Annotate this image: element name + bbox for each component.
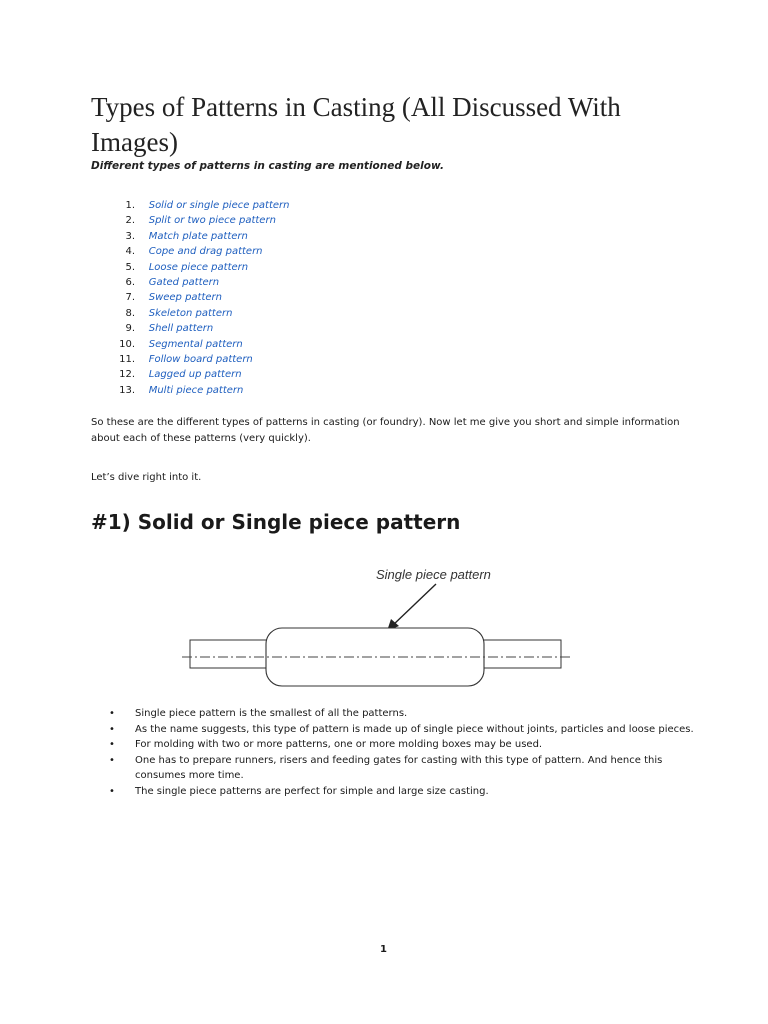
list-item: [91, 321, 289, 336]
list-item: [91, 229, 289, 244]
document-subtitle: Different types of patterns in casting are mentioned below.: [91, 160, 444, 172]
list-item: [91, 244, 289, 259]
list-number: 4.: [125, 246, 135, 258]
list-item: [91, 198, 289, 213]
bullet-text: For molding with two or more patterns, one or more molding boxes may be used.: [135, 739, 543, 750]
pattern-diagram: [178, 560, 578, 690]
toc-link[interactable]: Solid or single piece pattern: [148, 200, 290, 211]
section-heading: #1) Solid or Single piece pattern: [91, 510, 461, 534]
list-number: 5.: [125, 261, 135, 273]
bullet-text: Single piece pattern is the smallest of all the patterns.: [135, 708, 408, 719]
pattern-type-list: [91, 198, 289, 398]
list-number: 2.: [125, 215, 135, 227]
arrow-line: [392, 584, 436, 626]
toc-link[interactable]: Lagged up pattern: [148, 369, 242, 381]
right-shaft: [483, 640, 561, 668]
list-item: [109, 753, 699, 784]
toc-link[interactable]: Follow board pattern: [148, 353, 253, 365]
bullet-text: The single piece patterns are perfect for simple and large size casting.: [135, 785, 489, 797]
list-item: [109, 706, 699, 722]
bullet-text: As the name suggests, this type of pattern is made up of single piece without joints, particles and loose pieces.: [135, 723, 694, 735]
toc-link[interactable]: Shell pattern: [148, 323, 214, 335]
list-number: 8.: [125, 307, 135, 319]
list-item: [109, 722, 699, 738]
list-number: 7.: [125, 292, 135, 304]
bullet-icon: •: [109, 754, 115, 766]
bullet-icon: •: [109, 723, 115, 735]
toc-link[interactable]: Gated pattern: [148, 276, 220, 288]
list-item: [91, 306, 289, 321]
bullet-list: [109, 706, 699, 799]
single-piece-pattern-figure: [178, 560, 578, 690]
left-shaft: [190, 640, 268, 668]
bullet-text: One has to prepare runners, risers and feeding gates for casting with this type of pattern. And hence this consumes more time.: [135, 754, 663, 781]
toc-link[interactable]: Segmental pattern: [148, 338, 243, 350]
list-item: [91, 290, 289, 305]
list-number: 3.: [125, 230, 135, 242]
toc-link[interactable]: Sweep pattern: [148, 292, 222, 304]
toc-link[interactable]: Loose piece pattern: [148, 261, 249, 273]
list-item: [91, 213, 289, 228]
list-number: 10.: [119, 338, 135, 350]
list-item: [91, 337, 289, 352]
page-number: 1: [380, 944, 387, 955]
document-title: Types of Patterns in Casting (All Discussed With Images): [91, 92, 621, 157]
dive-in-text: Let’s dive right into it.: [91, 472, 202, 483]
toc-link[interactable]: Skeleton pattern: [148, 307, 233, 319]
list-item: [91, 352, 289, 367]
toc-link[interactable]: Match plate pattern: [148, 230, 248, 242]
bullet-icon: •: [109, 708, 115, 719]
list-item: [91, 383, 289, 398]
list-item: [91, 367, 289, 382]
list-item: [109, 737, 699, 753]
list-item: [109, 784, 699, 800]
intro-paragraph: So these are the different types of patterns in casting (or foundry). Now let me give you short and simple information about each of these patterns (very quickly).: [91, 417, 680, 444]
toc-link[interactable]: Cope and drag pattern: [148, 246, 263, 258]
figure-label: Single piece pattern: [376, 567, 491, 582]
list-item: [91, 260, 289, 275]
bullet-icon: •: [109, 785, 115, 797]
list-item: [91, 275, 289, 290]
list-number: 11.: [119, 353, 135, 365]
list-number: 9.: [125, 323, 135, 335]
toc-link[interactable]: Split or two piece pattern: [148, 215, 276, 227]
list-number: 12.: [119, 369, 135, 381]
list-number: 1.: [125, 200, 135, 211]
list-number: 13.: [119, 384, 135, 396]
bullet-icon: •: [109, 739, 115, 750]
toc-link[interactable]: Multi piece pattern: [148, 384, 244, 396]
list-number: 6.: [125, 276, 135, 288]
